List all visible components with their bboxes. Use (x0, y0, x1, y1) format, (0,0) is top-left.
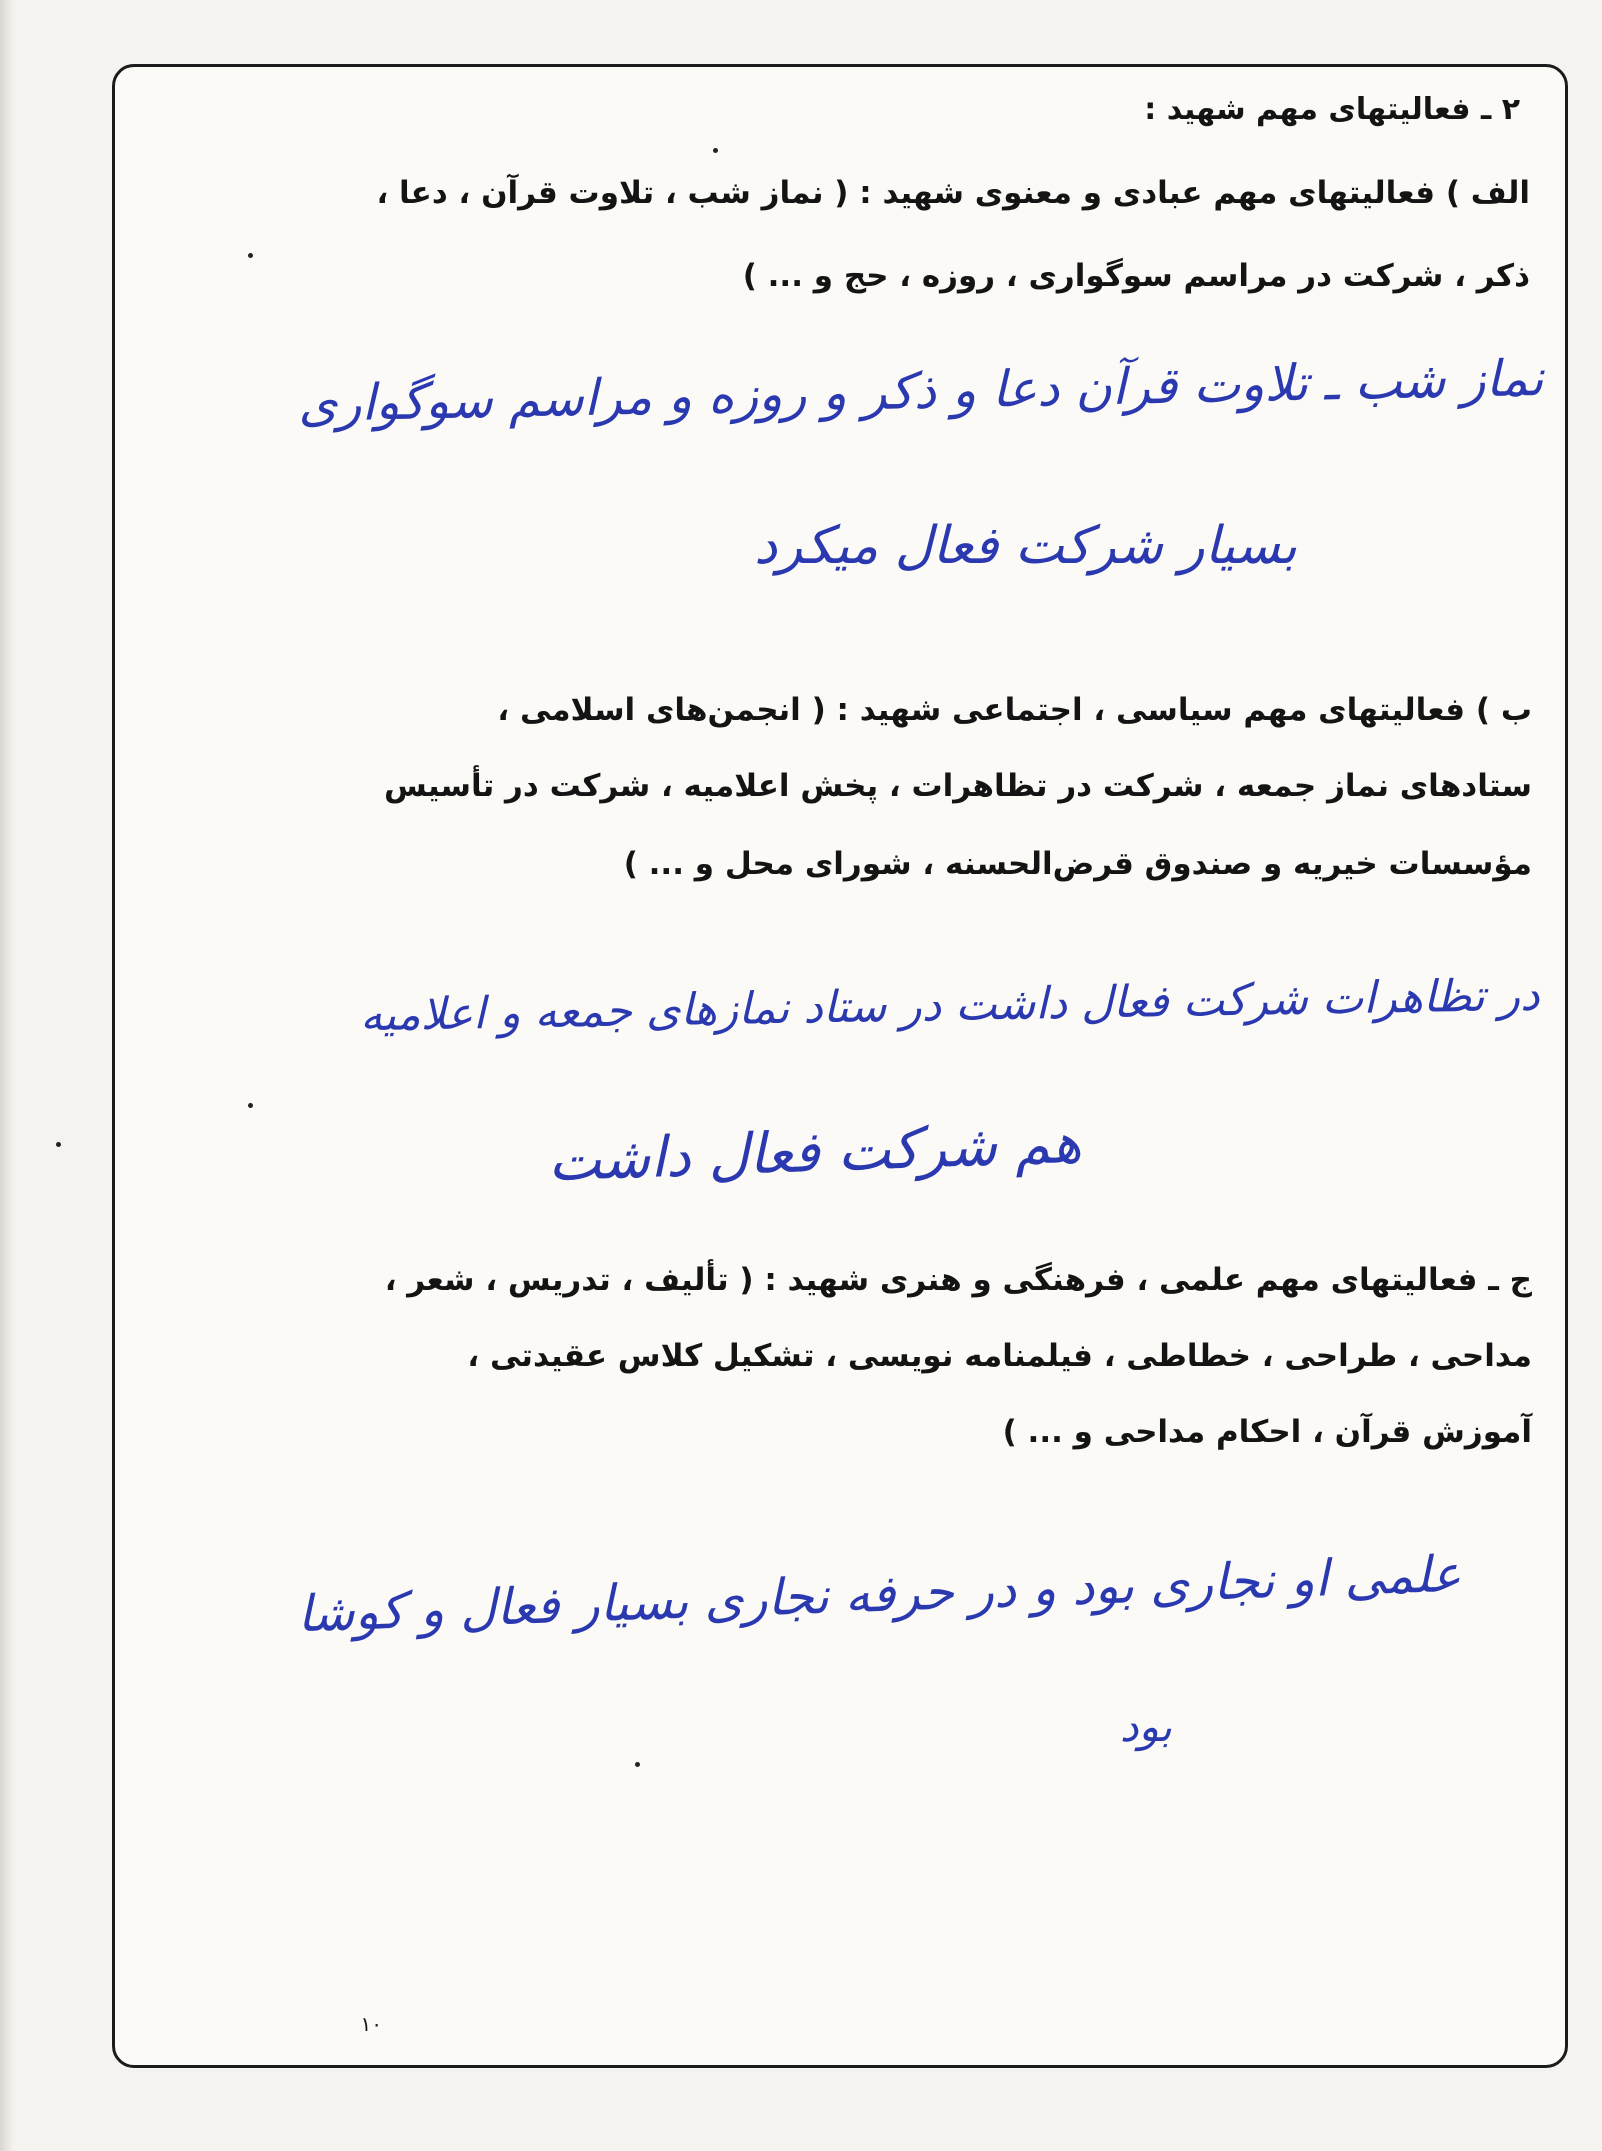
part-a-line-1: الف ) فعالیتهای مهم عبادی و معنوی شهید : ( نماز شب ، تلاوت قرآن ، دعا ، (376, 175, 1530, 211)
scan-speck (713, 148, 718, 153)
scan-page-edge (0, 0, 14, 2151)
part-c-line-2: مداحی ، طراحی ، خطاطی ، فیلمنامه نویسی ، تشکیل کلاس عقیدتی ، (467, 1338, 1532, 1374)
part-c-line-1: ج ـ فعالیتهای مهم علمی ، فرهنگی و هنری شهید : ( تألیف ، تدریس ، شعر ، (384, 1262, 1532, 1298)
part-a-handwritten-line-2: بسیار شرکت فعال میکرد (754, 516, 1297, 576)
part-c-handwritten-line-2: بود (1119, 1702, 1172, 1751)
part-b-handwritten-line-2: هم شرکت فعال داشت (547, 1110, 1083, 1195)
section-heading: ۲ ـ فعالیتهای مهم شهید : (1144, 92, 1520, 127)
part-b-line-1: ب ) فعالیتهای مهم سیاسی ، اجتماعی شهید : ( انجمن‌های اسلامی ، (497, 692, 1532, 728)
part-c-handwritten-line-1: علمی او نجاری بود و در حرفه نجاری بسیار فعال و کوشا (296, 1544, 1463, 1644)
part-b-line-2: ستادهای نماز جمعه ، شرکت در تظاهرات ، پخش اعلامیه ، شرکت در تأسیس (384, 768, 1532, 804)
scan-speck (248, 253, 253, 258)
part-a-handwritten-line-1: نماز شب ـ تلاوت قرآن دعا و ذکر و روزه و مراسم سوگواری (297, 348, 1545, 434)
page-number: ۱۰ (360, 2012, 382, 2036)
part-a-line-2: ذکر ، شرکت در مراسم سوگواری ، روزه ، حج و ... ) (742, 258, 1530, 294)
scan-speck (248, 1103, 253, 1108)
scan-speck (635, 1762, 640, 1767)
part-b-line-3: مؤسسات خیریه و صندوق قرض‌الحسنه ، شورای محل و ... ) (623, 846, 1532, 882)
scan-speck (56, 1142, 61, 1147)
part-b-handwritten-line-1: در تظاهرات شرکت فعال داشت در ستاد نمازهای جمعه و اعلامیه (359, 969, 1541, 1042)
part-c-line-3: آموزش قرآن ، احکام مداحی و ... ) (1002, 1414, 1532, 1450)
